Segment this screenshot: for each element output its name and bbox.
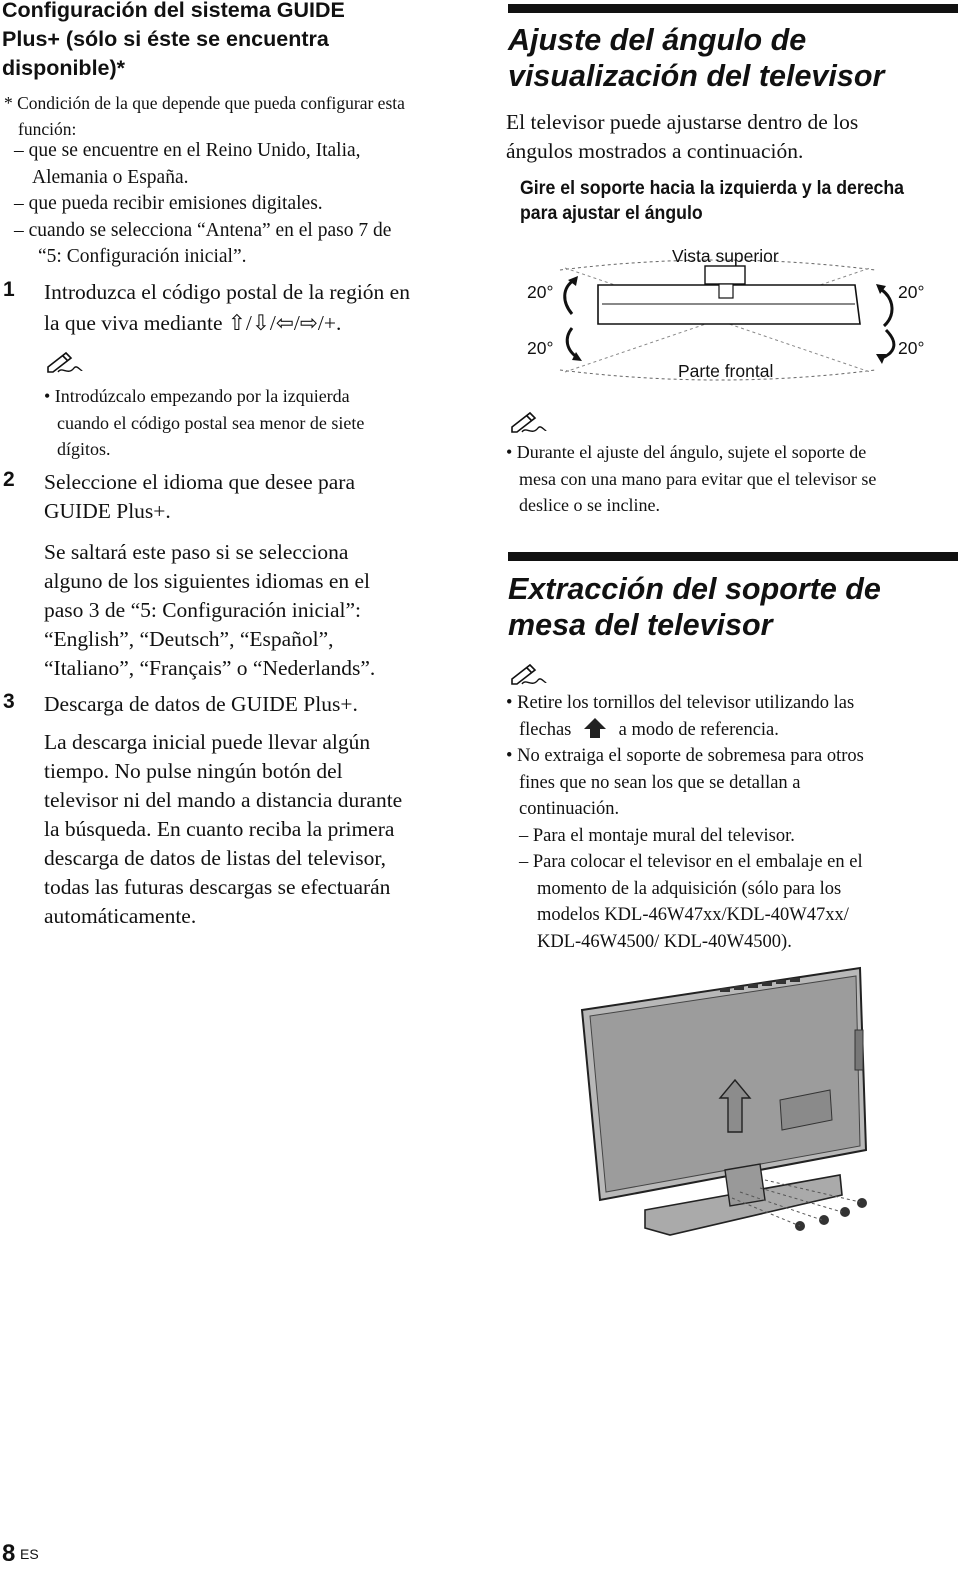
figure-caption (520, 176, 929, 226)
pencil-note-icon (44, 350, 84, 376)
title-line: mesa del televisor (508, 608, 773, 642)
step-1-note (44, 383, 464, 463)
body-line: alguno de los siguientes idiomas en el (44, 569, 371, 593)
step-line: Descarga de datos de GUIDE Plus+. (44, 692, 358, 716)
section-title-viewing-angle (508, 22, 958, 94)
step-number: 1 (3, 278, 15, 301)
body-line: tiempo. No pulse ningún botón del (44, 759, 343, 783)
bullet-line: • Retire los tornillos del televisor utilizando las (506, 693, 855, 713)
condition-line: – cuando se selecciona “Antena” en el paso 7 de (14, 219, 392, 241)
step-line: la que viva mediante ⇧/⇩/⇦/⇨/+. (44, 311, 342, 335)
step-line: GUIDE Plus+. (44, 499, 171, 523)
caption-line: Gire el soporte hacia la izquierda y la derecha (520, 178, 904, 199)
title-line: Configuración del sistema GUIDE (2, 0, 345, 22)
label-front: Parte frontal (678, 361, 774, 381)
angle-label: 20° (898, 338, 925, 358)
body-line: la búsqueda. En cuanto reciba la primera (44, 817, 395, 841)
body-line: “English”, “Deutsch”, “Español”, (44, 627, 334, 651)
footnote-line: función: (18, 119, 77, 139)
bullet-text: flechas (519, 719, 572, 740)
body-line: “Italiano”, “Français” o “Nederlands”. (44, 656, 376, 680)
sub-item-line: modelos KDL-46W47xx/KDL-40W47xx/ (537, 905, 849, 925)
note-line: mesa con una mano para evitar que el televisor se (519, 468, 877, 489)
body-line: automáticamente. (44, 904, 197, 928)
pencil-note-icon (508, 410, 548, 436)
step-line: Introduzca el código postal de la región en (44, 280, 410, 304)
angle-label: 20° (898, 282, 925, 302)
label-top-view: Vista superior (672, 246, 779, 266)
title-line: Extracción del soporte de (508, 572, 881, 606)
step-3-body (44, 728, 464, 931)
viewing-angle-intro (506, 108, 956, 166)
bullet-line (506, 717, 956, 744)
angle-label: 20° (527, 338, 554, 358)
page-number: 8 (2, 1540, 16, 1567)
step-3-text (44, 690, 464, 719)
section-rule (508, 4, 958, 13)
step-2-body (44, 538, 464, 683)
title-line: Plus+ (sólo si éste se encuentra (2, 27, 329, 51)
step-number: 3 (3, 690, 15, 713)
title-line: disponible)* (2, 56, 126, 80)
condition-line: – que pueda recibir emisiones digitales. (14, 193, 323, 214)
body-line: La descarga inicial puede llevar algún (44, 730, 371, 754)
condition-line: “5: Configuración inicial”. (38, 246, 247, 267)
angle-note (506, 439, 958, 519)
sub-item-line: KDL-46W4500/ KDL-40W4500). (537, 931, 792, 952)
step-1-text (44, 278, 464, 338)
up-arrow-icon (582, 717, 608, 739)
condition-line: Alemania o España. (32, 166, 189, 188)
body-line: todas las futuras descargas se efectuarán (44, 875, 391, 899)
body-line: televisor ni del mando a distancia durante (44, 788, 403, 812)
step-2-text (44, 468, 464, 526)
tv-stand-removal-illustration (560, 960, 880, 1260)
note-line: • Introdúzcalo empezando por la izquierda (44, 386, 350, 406)
footnote-line: * Condición de la que depende que pueda configurar esta (4, 93, 405, 113)
bullet-text: a modo de referencia. (618, 719, 779, 740)
bullet-line: continuación. (519, 799, 620, 819)
intro-line: El televisor puede ajustarse dentro de los (506, 110, 859, 134)
section-rule (508, 552, 958, 561)
section-title-remove-stand (508, 571, 958, 643)
step-line: Seleccione el idioma que desee para (44, 470, 356, 494)
note-line: • Durante el ajuste del ángulo, sujete el soporte de (506, 442, 867, 462)
footnote (4, 90, 454, 142)
body-line: Se saltará este paso si se selecciona (44, 540, 349, 564)
bullet-line: • No extraiga el soporte de sobremesa para otros (506, 746, 864, 766)
page-language: ES (20, 1546, 39, 1562)
body-line: paso 3 de “5: Configuración inicial”: (44, 598, 362, 622)
remove-stand-bullets (506, 690, 956, 955)
note-line: deslice o se incline. (519, 495, 660, 515)
angle-label: 20° (527, 282, 554, 302)
title-line: Ajuste del ángulo de (508, 23, 807, 57)
body-line: descarga de datos de listas del televisor, (44, 846, 387, 870)
condition-line: – que se encuentre en el Reino Unido, Italia, (14, 140, 361, 161)
section-title-guide-plus (2, 0, 442, 83)
note-line: dígitos. (57, 439, 111, 459)
note-line: cuando el código postal sea menor de siete (57, 412, 365, 433)
step-number: 2 (3, 468, 15, 491)
sub-item-line: – Para el montaje mural del televisor. (519, 825, 795, 846)
footnote-conditions (14, 138, 454, 271)
intro-line: ángulos mostrados a continuación. (506, 139, 804, 163)
pencil-note-icon (508, 662, 548, 688)
caption-line: para ajustar el ángulo (520, 203, 703, 224)
sub-item-line: – Para colocar el televisor en el embalaje en el (519, 852, 863, 872)
sub-item-line: momento de la adquisición (sólo para los (537, 878, 842, 899)
bullet-line: fines que no sean los que se detallan a (519, 772, 801, 793)
angle-diagram (510, 240, 960, 390)
title-line: visualización del televisor (508, 59, 885, 93)
